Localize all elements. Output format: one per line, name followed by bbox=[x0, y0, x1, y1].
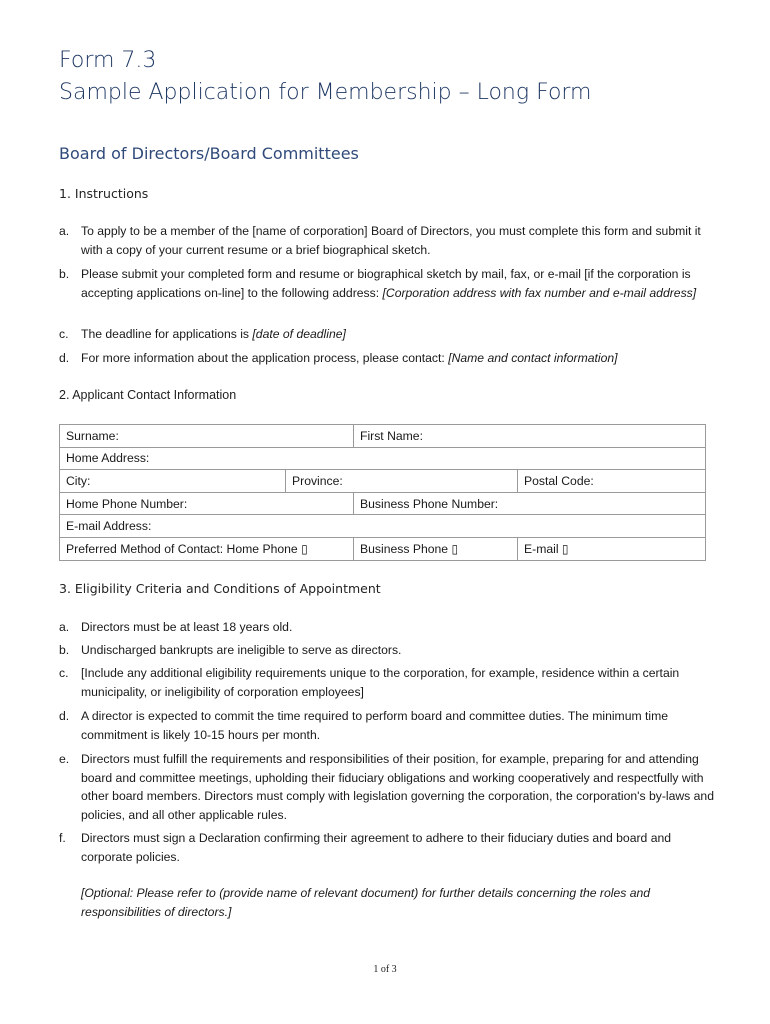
table-row bbox=[60, 537, 706, 560]
item-label: e. bbox=[59, 752, 70, 766]
item-label: a. bbox=[59, 620, 70, 634]
form-subtitle: Board of Directors/Board Committees bbox=[59, 144, 359, 163]
instruction-item bbox=[59, 265, 719, 302]
item-label: d. bbox=[59, 709, 70, 723]
item-text bbox=[81, 325, 719, 344]
form-title: Sample Application for Membership – Long Form bbox=[59, 80, 592, 105]
item-text-plain: Please submit your completed form and resume or biographical sketch by mail, fax, or e-mail [if the corporation is accepting applications on-line] to the following address: bbox=[81, 267, 691, 300]
item-text: Directors must sign a Declaration confirming their agreement to adhere to their fiduciary duties and board and corporate policies. bbox=[81, 831, 672, 864]
item-text: Directors must fulfill the requirements and responsibilities of their position, for example, preparing for and attending board and committee meetings, upholding their fiduciary obligations and working cooperatively and respectfully with other board members. Directors must comply with legislation governing the corporation, the corporation's by-laws and policies, and all other applicable rules. bbox=[81, 752, 714, 822]
instruction-item bbox=[59, 349, 719, 368]
instruction-item bbox=[59, 325, 719, 344]
postal-code-field[interactable]: Postal Code: bbox=[518, 470, 706, 493]
item-text-placeholder: [Corporation address with fax number and e-mail address] bbox=[382, 285, 697, 300]
section3-heading: 3. Eligibility Criteria and Conditions of Appointment bbox=[59, 581, 381, 596]
criteria-item bbox=[59, 707, 719, 744]
criteria-item bbox=[59, 618, 719, 637]
first-name-field[interactable]: First Name: bbox=[354, 425, 706, 448]
item-text: Undischarged bankrupts are ineligible to serve as directors. bbox=[81, 643, 402, 657]
item-text-plain: For more information about the application process, please contact: bbox=[81, 351, 449, 365]
item-label: c. bbox=[59, 327, 69, 341]
city-field[interactable]: City: bbox=[60, 470, 286, 493]
section1-heading: 1. Instructions bbox=[59, 186, 149, 201]
section2-heading: 2. Applicant Contact Information bbox=[59, 388, 237, 402]
item-text bbox=[81, 349, 719, 368]
instruction-item bbox=[59, 222, 719, 259]
page-indicator: 1 of 3 bbox=[373, 964, 397, 975]
table-row bbox=[60, 492, 706, 515]
item-text-plain: The deadline for applications is bbox=[81, 327, 253, 341]
table-row bbox=[60, 447, 706, 470]
criteria-item bbox=[59, 664, 719, 701]
preferred-contact-email-checkbox[interactable]: E-mail ▯ bbox=[518, 537, 706, 560]
province-field[interactable]: Province: bbox=[286, 470, 518, 493]
preferred-contact-business-phone-checkbox[interactable]: Business Phone ▯ bbox=[354, 537, 518, 560]
item-label: d. bbox=[59, 351, 70, 365]
item-text-placeholder: [Name and contact information] bbox=[448, 351, 618, 365]
home-address-field[interactable]: Home Address: bbox=[60, 447, 706, 470]
preferred-contact-home-phone-checkbox[interactable]: Preferred Method of Contact: Home Phone ▯ bbox=[60, 537, 354, 560]
optional-note: [Optional: Please refer to (provide name of relevant document) for further details concerning the roles and responsibilities of directors.] bbox=[81, 886, 651, 919]
table-row bbox=[60, 515, 706, 538]
item-text: A director is expected to commit the time required to perform board and committee duties. The minimum time commitment is likely 10-15 hours per month. bbox=[81, 709, 669, 742]
email-field[interactable]: E-mail Address: bbox=[60, 515, 706, 538]
table-row bbox=[60, 425, 706, 448]
item-label: b. bbox=[59, 267, 70, 281]
item-label: c. bbox=[59, 666, 69, 680]
home-phone-field[interactable]: Home Phone Number: bbox=[60, 492, 354, 515]
criteria-item bbox=[59, 829, 719, 866]
business-phone-field[interactable]: Business Phone Number: bbox=[354, 492, 706, 515]
form-number: Form 7.3 bbox=[59, 48, 157, 73]
item-text: [Include any additional eligibility requirements unique to the corporation, for example, residence within a certain municipality, or ineligibility of corporation employees] bbox=[81, 666, 680, 699]
item-text bbox=[81, 265, 719, 302]
item-text: To apply to be a member of the [name of corporation] Board of Directors, you must complete this form and submit it with a copy of your current resume or a brief biographical sketch. bbox=[81, 224, 701, 257]
item-text-placeholder: [date of deadline] bbox=[252, 327, 346, 341]
item-label: a. bbox=[59, 224, 70, 238]
item-label: f. bbox=[59, 831, 66, 845]
table-row bbox=[60, 470, 706, 493]
item-label: b. bbox=[59, 643, 70, 657]
criteria-item bbox=[59, 750, 719, 824]
item-text: Directors must be at least 18 years old. bbox=[81, 620, 293, 634]
criteria-item bbox=[59, 641, 719, 660]
surname-field[interactable]: Surname: bbox=[60, 425, 354, 448]
contact-info-table bbox=[59, 424, 706, 561]
